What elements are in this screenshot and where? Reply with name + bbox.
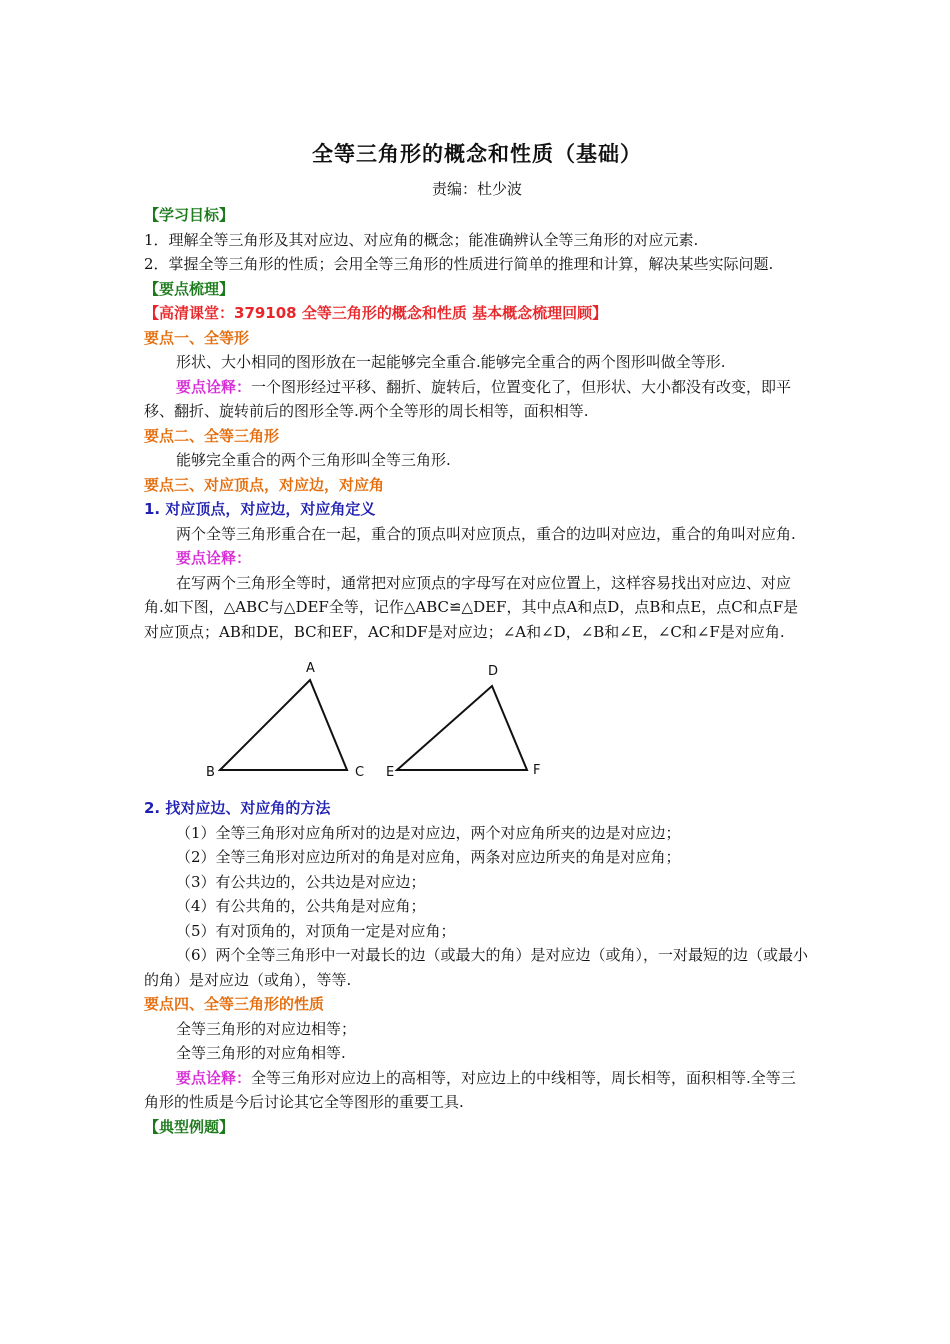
point1-heading: 要点一、全等形 <box>144 328 250 347</box>
document-page <box>144 130 810 1139</box>
examples-heading: 【典型例题】 <box>144 1117 235 1136</box>
point1-note <box>144 375 810 424</box>
note-label: 要点诠释： <box>176 377 252 396</box>
goal-item: 1．理解全等三角形及其对应边、对应角的概念；能准确辨认全等三角形的对应元素. <box>144 230 699 249</box>
point4-note <box>144 1066 810 1115</box>
method-item: （3）有公共边的，公共边是对应边； <box>176 872 426 891</box>
point3-heading: 要点三、对应顶点，对应边，对应角 <box>144 475 385 494</box>
page-title: 全等三角形的概念和性质（基础） <box>312 142 642 166</box>
point2-heading: 要点二、全等三角形 <box>144 426 280 445</box>
point4-heading: 要点四、全等三角形的性质 <box>144 995 325 1013</box>
triangle-abc <box>220 680 347 770</box>
class-link: 【高清课堂：379108 全等三角形的概念和性质 基本概念梳理回顾】 <box>144 304 608 322</box>
property-item: 全等三角形的对应角相等. <box>176 1044 346 1062</box>
vertex-label-d: D <box>488 664 499 679</box>
method-item: （6）两个全等三角形中一对最长的边（或最大的角）是对应边（或角），一对最短的边（或最小的角）是对应边（或角），等等. <box>144 946 809 989</box>
congruent-triangles-figure <box>172 658 572 788</box>
author-line: 责编：杜少波 <box>431 180 522 198</box>
point2-text: 能够完全重合的两个三角形叫全等三角形. <box>176 451 451 469</box>
goal-item: 2．掌握全等三角形的性质；会用全等三角形的性质进行简单的推理和计算，解决某些实际问题. <box>144 255 774 273</box>
point1-text: 形状、大小相同的图形放在一起能够完全重合.能够完全重合的两个图形叫做全等形. <box>176 353 726 371</box>
vertex-label-f: F <box>533 763 541 778</box>
method-item: （1）全等三角形对应角所对的边是对应边，两个对应角所夹的边是对应边； <box>176 823 681 842</box>
summary-heading: 【要点梳理】 <box>144 279 235 298</box>
method-item: （5）有对顶角的，对顶角一定是对应角； <box>176 921 456 940</box>
method-item: （4）有公共角的，公共角是对应角； <box>176 897 426 915</box>
point3-note: 在写两个三角形全等时，通常把对应顶点的字母写在对应位置上，这样容易找出对应边、对应角.如下图，△ABC与△DEF全等，记作△ABC≌△DEF，其中点A和点D，点B和点E，点C和点F是对应顶点；AB和DE，BC和EF，AC和DF是对应边；∠A和∠D，∠B和∠E，∠C和∠F是对应角. <box>144 573 799 641</box>
vertex-label-a: A <box>306 661 315 676</box>
note-label: 要点诠释： <box>176 1068 252 1087</box>
property-item: 全等三角形的对应边相等； <box>176 1019 357 1038</box>
vertex-label-b: B <box>206 765 215 780</box>
triangle-def <box>397 686 527 770</box>
point3-def: 两个全等三角形重合在一起，重合的顶点叫对应顶点，重合的边叫对应边，重合的角叫对应角. <box>176 524 796 543</box>
note-text: 全等三角形对应边上的高相等，对应边上的中线相等，周长相等，面积相等.全等三角形的性质是今后讨论其它全等图形的重要工具. <box>144 1068 796 1111</box>
point3-sub1: 1. 对应顶点，对应边，对应角定义 <box>144 500 376 518</box>
method-item: （2）全等三角形对应边所对的角是对应角，两条对应边所夹的角是对应角； <box>176 848 681 866</box>
vertex-label-c: C <box>355 765 365 780</box>
point3-note-label: 要点诠释： <box>176 549 252 567</box>
point3-sub2: 2. 找对应边、对应角的方法 <box>144 799 331 817</box>
goals-heading: 【学习目标】 <box>144 206 235 224</box>
vertex-label-e: E <box>386 765 395 780</box>
note-text: 一个图形经过平移、翻折、旋转后，位置变化了，但形状、大小都没有改变，即平移、翻折、旋转前后的图形全等.两个全等形的周长相等，面积相等. <box>144 377 792 420</box>
